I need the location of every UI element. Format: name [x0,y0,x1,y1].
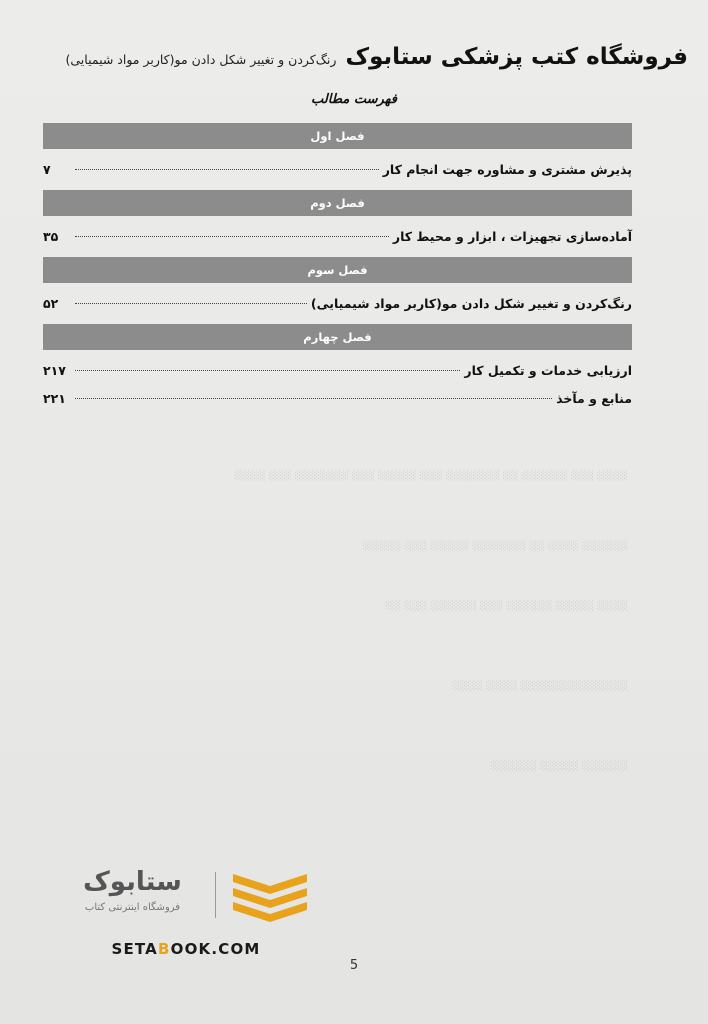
toc-heading: فهرست مطالب [311,92,397,107]
website-url[interactable] [66,940,306,958]
logo-tagline: فروشگاه اینترنتی کتاب [84,902,181,913]
toc-entry-page: ۲۱۷ [43,363,66,378]
table-of-contents [43,123,632,413]
chapter-header: فصل چهارم [43,324,632,350]
toc-entry[interactable] [43,385,632,413]
leader-dots [75,303,307,304]
chapter-header: فصل اول [43,123,632,149]
page-header [40,44,688,70]
bleed-through-text: ░░░░ ░░░░░ ░░░░░░ ░░░ ░░░░░░ ░░░ ░░ [385,600,628,611]
chapter-subtitle: رنگ‌کردن و تغییر شکل دادن مو(کاربر مواد شیمیایی) [65,52,337,67]
chapter-header: فصل سوم [43,257,632,283]
website-url-part: OOK.COM [170,940,261,958]
store-title: فروشگاه کتب پزشکی ستابوک [345,44,688,70]
toc-entry-title: پذیرش مشتری و مشاوره جهت انجام کار [382,162,632,177]
toc-entry-page: ۲۲۱ [43,391,66,406]
page-number: 5 [349,958,359,973]
toc-entry[interactable] [43,357,632,385]
bleed-through-text: ░░░░ ░░░ ░░░░░░ ░░ ░░░░░░░ ░░░ ░░░░░ ░░░ ░░░░░░░ ░░░ ░░░░ [234,470,628,481]
toc-entry-title: منابع و مآخذ [556,391,632,406]
toc-entry-page: ۳۵ [43,229,59,244]
bleed-through-text: ░░░░░░ ░░░░ ░░ ░░░░░░░ ░░░░░ ░░░ ░░░░░ [362,540,628,551]
website-url-accent: B [157,940,171,958]
logo-wordmark: ستابوک [83,867,182,897]
setabook-logo [55,866,315,926]
bleed-through-text: ░░░░░░░░░░░░░░ ░░░░ ░░░░ [452,680,628,691]
leader-dots [75,236,389,237]
website-url-part: SETA [111,940,158,958]
toc-entry-page: ۵۲ [43,296,59,311]
bleed-through-text: ░░░░░░ ░░░░░ ░░░░░░ [490,760,628,771]
leader-dots [75,398,552,399]
toc-entry[interactable] [43,156,632,184]
toc-entry[interactable] [43,290,632,318]
toc-entry-page: ۷ [43,162,51,177]
chapter-header: فصل دوم [43,190,632,216]
toc-entry-title: آماده‌سازی تجهیزات ، ابزار و محیط کار [392,229,632,244]
toc-entry-title: ارزیابی خدمات و تکمیل کار [464,363,632,378]
toc-entry[interactable] [43,223,632,251]
toc-entry-title: رنگ‌کردن و تغییر شکل دادن مو(کاربر مواد شیمیایی) [310,296,632,311]
logo-divider [215,872,216,918]
leader-dots [75,370,460,371]
book-stack-logo-icon [225,866,315,926]
leader-dots [75,169,379,170]
